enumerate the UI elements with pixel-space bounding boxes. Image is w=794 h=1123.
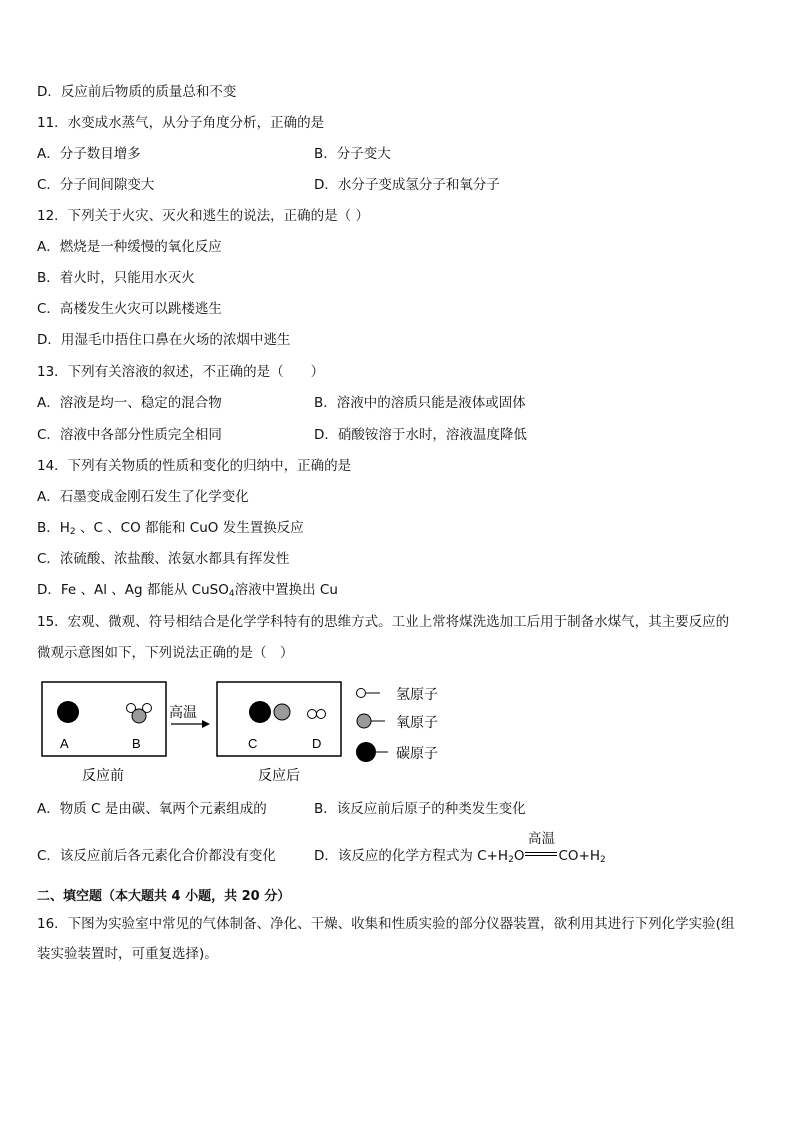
q14-b-prefix: B．H [37, 520, 70, 536]
legend-carbon-icon [356, 742, 376, 762]
hydrogen-atom-d1 [308, 710, 317, 719]
legend-hydrogen-icon [357, 689, 366, 698]
q12-option-b: B．着火时，只能用水灭火 [37, 270, 195, 286]
hydrogen-atom-d2 [317, 710, 326, 719]
q16-line2: 装实验装置时，可重复选择)。 [37, 946, 218, 962]
q11-option-d: D．水分子变成氢分子和氧分子 [314, 177, 500, 193]
legend-carbon-label: 碳原子 [396, 746, 438, 762]
q14-option-c: C．浓硫酸、浓盐酸、浓氨水都具有挥发性 [37, 551, 290, 567]
q12-option-d: D．用湿毛巾捂住口鼻在火场的浓烟中逃生 [37, 332, 291, 348]
q11-stem: 11．水变成水蒸气，从分子角度分析，正确的是 [37, 115, 325, 131]
q15-option-a: A．物质 C 是由碳、氧两个元素组成的 [37, 801, 267, 817]
q12-option-a: A．燃烧是一种缓慢的氧化反应 [37, 239, 222, 255]
label-d: D [312, 736, 322, 751]
carbon-atom-c [249, 701, 271, 723]
label-a: A [60, 736, 69, 751]
q13-option-c: C．溶液中各部分性质完全相同 [37, 427, 222, 443]
q11-option-c: C．分子间间隙变大 [37, 177, 155, 193]
q13-option-d: D．硝酸铵溶于水时，溶液温度降低 [314, 427, 527, 443]
q15-stem-line2: 微观示意图如下，下列说法正确的是（ ） [37, 645, 294, 661]
q15-stem-line1: 15．宏观、微观、符号相结合是化学学科特有的思维方式。工业上常将煤洗选加工后用于制备水煤气，其主要反应的 [37, 614, 730, 630]
q14-d-prefix: D．Fe 、Al 、Ag 都能从 CuSO [37, 582, 229, 598]
label-c: C [248, 736, 258, 751]
q15-d-equals-line-bottom [525, 855, 557, 856]
q14-option-b [37, 519, 304, 537]
q13-stem: 13．下列有关溶液的叙述，不正确的是（ ） [37, 364, 325, 380]
q12-option-c: C．高楼发生火灾可以跳楼逃生 [37, 301, 222, 317]
q14-option-d [37, 581, 338, 599]
q15-d-equals-line-top [525, 852, 557, 853]
label-before: 反应前 [82, 768, 124, 784]
q14-d-subscript: 4 [228, 589, 235, 599]
q15-d-condition: 高温 [527, 831, 555, 847]
q12-stem: 12．下列关于火灾、灭火和逃生的说法，正确的是（ ） [37, 208, 369, 224]
reaction-condition: 高温 [169, 705, 197, 721]
q15-d-equals-sign [524, 831, 558, 865]
q14-b-suffix: 、C 、CO 都能和 CuO 发生置换反应 [75, 520, 304, 536]
q15-d-subscript-1: 2 [508, 855, 514, 865]
reaction-micro-diagram [40, 678, 460, 788]
legend-oxygen-icon [357, 714, 371, 728]
q13-option-b: B．溶液中的溶质只能是液体或固体 [314, 395, 526, 411]
section-2-title: 二、填空题（本大题共 4 小题，共 20 分） [37, 889, 291, 904]
q13-option-a: A．溶液是均一、稳定的混合物 [37, 395, 222, 411]
reaction-arrow-head [202, 720, 210, 728]
q16-line1: 16．下图为实验室中常见的气体制备、净化、干燥、收集和性质实验的部分仪器装置，欲利用其进行下列化学实验(组 [37, 916, 735, 932]
label-b: B [132, 736, 141, 751]
q11-option-a: A．分子数目增多 [37, 146, 141, 162]
q11-option-b: B．分子变大 [314, 146, 391, 162]
q14-stem: 14．下列有关物质的性质和变化的归纳中，正确的是 [37, 458, 352, 474]
legend-hydrogen-label: 氢原子 [396, 687, 438, 703]
q15-d-prefix: D．该反应的化学方程式为 C+H [314, 848, 509, 864]
legend-oxygen-label: 氧原子 [396, 715, 438, 731]
q14-d-suffix: 溶液中置换出 Cu [234, 582, 338, 598]
oxygen-atom-c [274, 704, 290, 720]
q14-b-subscript: 2 [69, 527, 76, 537]
q10-option-d: D．反应前后物质的质量总和不变 [37, 84, 237, 100]
q15-d-suffix: CO+H [558, 848, 600, 864]
carbon-atom-a [57, 701, 79, 723]
q15-option-d [314, 831, 606, 865]
q15-d-subscript-2: 2 [599, 855, 606, 865]
q15-option-b: B．该反应前后原子的种类发生变化 [314, 801, 526, 817]
q14-option-a: A．石墨变成金刚石发生了化学变化 [37, 489, 249, 505]
label-after: 反应后 [258, 768, 300, 784]
q15-option-c: C．该反应前后各元素化合价都没有变化 [37, 848, 276, 864]
oxygen-atom-b [132, 709, 146, 723]
q15-d-mid: O [513, 848, 525, 864]
